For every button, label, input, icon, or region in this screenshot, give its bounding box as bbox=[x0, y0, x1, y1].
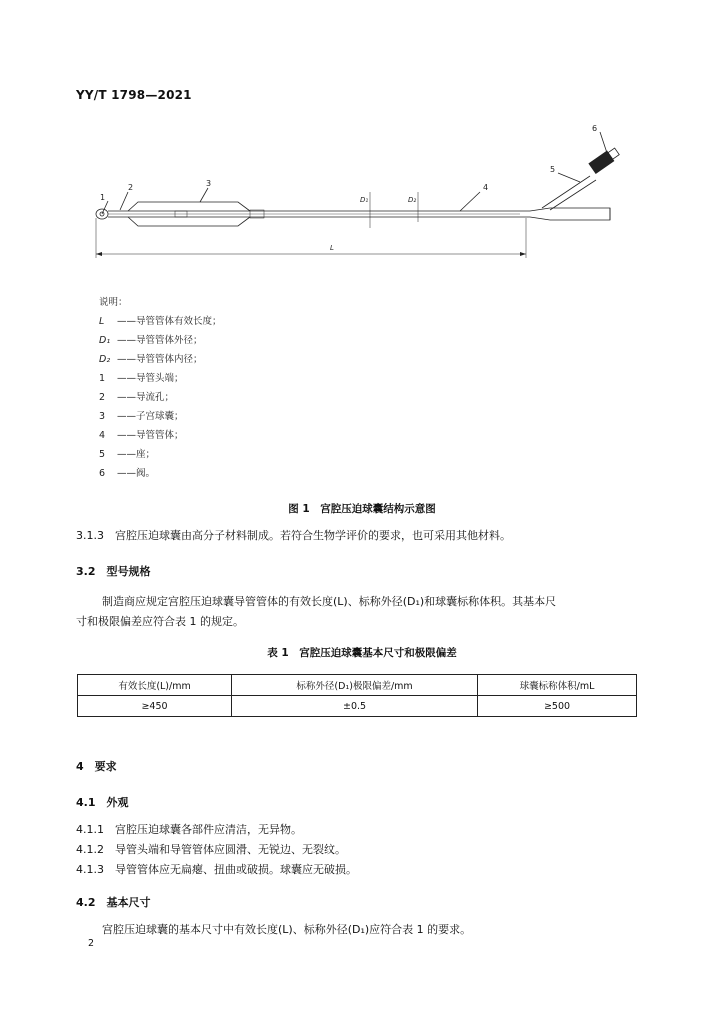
clause-4-2-text: 宫腔压迫球囊的基本尺寸中有效长度(L)、标称外径(D₁)应符合表 1 的要求。 bbox=[102, 923, 472, 936]
dim-d1-label: D₁ bbox=[360, 196, 369, 204]
section-3-2-heading: 3.2 型号规格 bbox=[76, 565, 151, 578]
section-4-heading: 4 要求 bbox=[76, 760, 117, 773]
dim-d2-label: D₂ bbox=[408, 196, 417, 204]
callout-2: 2 bbox=[128, 183, 134, 192]
table-header-row bbox=[78, 675, 637, 696]
dim-l-label: L bbox=[330, 244, 334, 252]
table-cell: ±0.5 bbox=[232, 696, 478, 717]
callout-6: 6 bbox=[592, 124, 598, 133]
table-header-cell: 球囊标称体积/mL bbox=[478, 675, 637, 696]
legend-item: 6 ——阀。 bbox=[99, 468, 156, 479]
dimensions-table bbox=[77, 674, 637, 717]
table-row bbox=[78, 696, 637, 717]
clause-3-2-line-2: 寸和极限偏差应符合表 1 的规定。 bbox=[76, 615, 244, 628]
legend-item: 2 ——导流孔； bbox=[99, 392, 175, 403]
balloon-structure-diagram bbox=[80, 118, 640, 278]
section-4-2-heading: 4.2 基本尺寸 bbox=[76, 896, 151, 909]
clause-4-1-2: 4.1.2 导管头端和导管管体应圆滑、无锐边、无裂纹。 bbox=[76, 843, 346, 856]
legend-item: 1 ——导管头端； bbox=[99, 373, 184, 384]
table-caption: 表 1 宫腔压迫球囊基本尺寸和极限偏差 bbox=[267, 647, 457, 659]
legend-item: L ——导管管体有效长度； bbox=[99, 316, 222, 327]
standard-code-header: YY/T 1798—2021 bbox=[76, 88, 192, 102]
legend-title: 说明： bbox=[99, 297, 128, 308]
clause-3-2-line-1: 制造商应规定宫腔压迫球囊导管管体的有效长度(L)、标称外径(D₁)和球囊标称体积。其基本尺 bbox=[102, 595, 557, 608]
table-cell: ≥450 bbox=[78, 696, 232, 717]
page-number: 2 bbox=[88, 938, 95, 949]
clause-4-1-3: 4.1.3 导管管体应无扁瘪、扭曲或破损。球囊应无破损。 bbox=[76, 863, 357, 876]
clause-3-1-3: 3.1.3 宫腔压迫球囊由高分子材料制成。若符合生物学评价的要求，也可采用其他材料。 bbox=[76, 529, 511, 542]
callout-4: 4 bbox=[483, 183, 489, 192]
figure-caption: 图 1 宫腔压迫球囊结构示意图 bbox=[288, 503, 436, 515]
legend-item: 4 ——导管管体； bbox=[99, 430, 184, 441]
section-4-1-heading: 4.1 外观 bbox=[76, 796, 129, 809]
table-header-cell: 标称外径(D₁)极限偏差/mm bbox=[232, 675, 478, 696]
clause-4-1-1: 4.1.1 宫腔压迫球囊各部件应清洁，无异物。 bbox=[76, 823, 302, 836]
table-cell: ≥500 bbox=[478, 696, 637, 717]
callout-5: 5 bbox=[550, 165, 556, 174]
legend-item: 3 ——子宫球囊； bbox=[99, 411, 184, 422]
legend-item: 5 ——座； bbox=[99, 449, 156, 460]
legend-item: D₂ ——导管管体内径； bbox=[99, 354, 203, 365]
callout-1: 1 bbox=[100, 193, 106, 202]
legend-item: D₁ ——导管管体外径； bbox=[99, 335, 203, 346]
callout-3: 3 bbox=[206, 179, 212, 188]
table-header-cell: 有效长度(L)/mm bbox=[78, 675, 232, 696]
